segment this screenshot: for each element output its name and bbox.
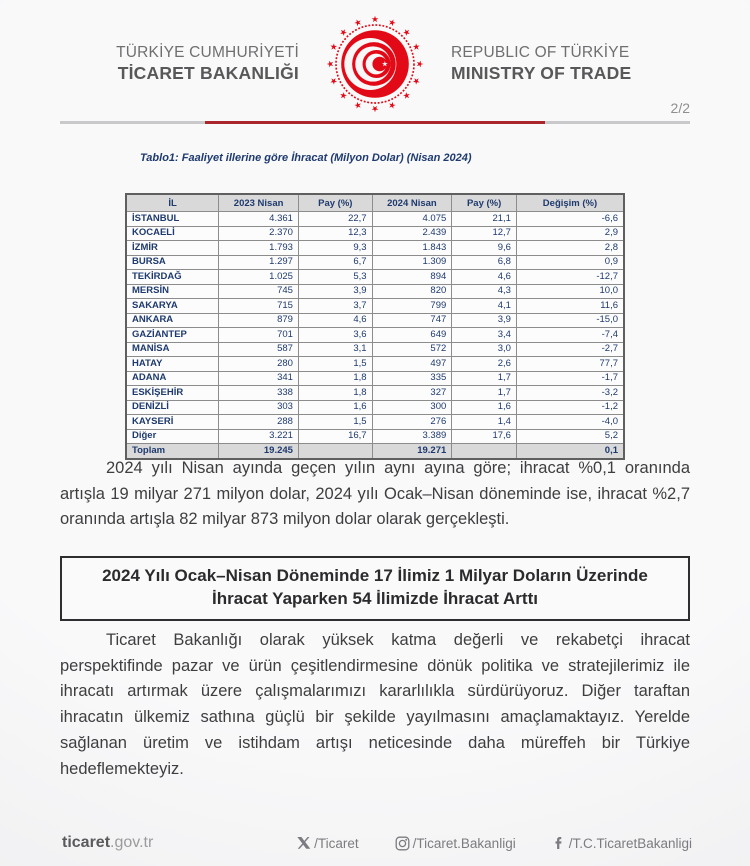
province-cell: ADANA: [126, 371, 219, 386]
table-row: [126, 284, 624, 299]
value-cell: 6,7: [298, 255, 372, 270]
x-link[interactable]: [297, 836, 359, 851]
table-title: Tablo1: Faaliyet illerine göre İhracat (Milyon Dolar) (Nisan 2024): [140, 152, 472, 164]
value-cell: 649: [372, 328, 452, 343]
value-cell: 0,9: [516, 255, 624, 270]
value-cell: 3,9: [298, 284, 372, 299]
value-cell: 1,4: [452, 415, 517, 430]
province-cell: TEKİRDAĞ: [126, 270, 219, 285]
value-cell: 701: [219, 328, 299, 343]
value-cell: 327: [372, 386, 452, 401]
website-link[interactable]: [62, 834, 153, 852]
value-cell: 1,7: [452, 371, 517, 386]
value-cell: 3,9: [452, 313, 517, 328]
value-cell: 799: [372, 299, 452, 314]
province-cell: ESKİŞEHİR: [126, 386, 219, 401]
province-cell: Diğer: [126, 429, 219, 444]
x-icon: [297, 836, 311, 850]
header-en-line1: REPUBLIC OF TÜRKİYE: [451, 44, 630, 61]
column-header: 2023 Nisan: [219, 194, 299, 212]
value-cell: -7,4: [516, 328, 624, 343]
table-row: [126, 313, 624, 328]
column-header: Pay (%): [452, 194, 517, 212]
header: [0, 12, 750, 116]
value-cell: 3.221: [219, 429, 299, 444]
value-cell: -6,6: [516, 212, 624, 227]
value-cell: 1.297: [219, 255, 299, 270]
value-cell: 4.075: [372, 212, 452, 227]
province-cell: GAZİANTEP: [126, 328, 219, 343]
value-cell: 341: [219, 371, 299, 386]
value-cell: 2.439: [372, 226, 452, 241]
value-cell: -12,7: [516, 270, 624, 285]
value-cell: 4,3: [452, 284, 517, 299]
value-cell: 12,7: [452, 226, 517, 241]
brand-bold: ticaret: [62, 834, 111, 851]
header-divider: [60, 121, 690, 124]
value-cell: 1,6: [298, 400, 372, 415]
highlight-heading-box: 2024 Yılı Ocak–Nisan Döneminde 17 İlimiz 1 Milyar Doların Üzerinde İhracat Yaparken 54 İlimizde İhracat Arttı: [60, 556, 690, 621]
value-cell: 1,8: [298, 386, 372, 401]
table-row: [126, 357, 624, 372]
footer: [62, 834, 692, 852]
facebook-link[interactable]: [552, 836, 692, 851]
export-table: [125, 193, 625, 460]
province-cell: MERSİN: [126, 284, 219, 299]
value-cell: 5,3: [298, 270, 372, 285]
value-cell: 17,6: [452, 429, 517, 444]
value-cell: 879: [219, 313, 299, 328]
value-cell: 2,9: [516, 226, 624, 241]
value-cell: 745: [219, 284, 299, 299]
value-cell: -1,7: [516, 371, 624, 386]
value-cell: 1.793: [219, 241, 299, 256]
value-cell: 335: [372, 371, 452, 386]
column-header: Değişim (%): [516, 194, 624, 212]
header-title-turkish: [74, 44, 299, 84]
value-cell: 2,6: [452, 357, 517, 372]
column-header: İL: [126, 194, 219, 212]
divider-red-segment: [205, 121, 545, 124]
value-cell: 0,1: [516, 444, 624, 459]
value-cell: 2,8: [516, 241, 624, 256]
table-row: [126, 241, 624, 256]
value-cell: 2.370: [219, 226, 299, 241]
paragraph-ministry-statement: Ticaret Bakanlığı olarak yüksek katma değerli ve rekabetçi ihracat perspektifinde pazar ve ürün çeşitlendirmesine dönük politika ve stratejilerimiz ile ihracatı artırmak üzere çalışmalarımızı kararlılıkla sürdürüyoruz. Diğer taraftan ihracatın ülkemiz sathına güçlü bir şekilde yayılmasını amaçlamaktayız. Yerelde sağlanan üretim ve istihdam artışı neticesinde daha müreffeh bir Türkiye hedeflemekteyiz.: [60, 631, 690, 778]
value-cell: 3,1: [298, 342, 372, 357]
brand-rest: .gov.tr: [110, 834, 154, 851]
value-cell: 11,6: [516, 299, 624, 314]
value-cell: 4,6: [452, 270, 517, 285]
value-cell: 21,1: [452, 212, 517, 227]
instagram-link[interactable]: [395, 836, 516, 851]
value-cell: 6,8: [452, 255, 517, 270]
table-row: [126, 386, 624, 401]
value-cell: 338: [219, 386, 299, 401]
province-cell: MANİSA: [126, 342, 219, 357]
value-cell: 820: [372, 284, 452, 299]
table-row: [126, 371, 624, 386]
value-cell: 5,2: [516, 429, 624, 444]
province-cell: Toplam: [126, 444, 219, 459]
table-row: [126, 299, 624, 314]
instagram-icon: [395, 836, 410, 851]
table-row: [126, 212, 624, 227]
value-cell: 1,5: [298, 415, 372, 430]
value-cell: 22,7: [298, 212, 372, 227]
value-cell: 19.245: [219, 444, 299, 459]
value-cell: -2,7: [516, 342, 624, 357]
value-cell: 300: [372, 400, 452, 415]
table-row: [126, 328, 624, 343]
value-cell: 3,0: [452, 342, 517, 357]
value-cell: 894: [372, 270, 452, 285]
header-en-line2: MINISTRY OF TRADE: [451, 63, 632, 83]
value-cell: -4,0: [516, 415, 624, 430]
header-tr-line1: TÜRKİYE CUMHURİYETİ: [116, 44, 299, 61]
province-cell: İSTANBUL: [126, 212, 219, 227]
value-cell: 587: [219, 342, 299, 357]
value-cell: 1.025: [219, 270, 299, 285]
table-row: [126, 342, 624, 357]
value-cell: 572: [372, 342, 452, 357]
value-cell: 9,6: [452, 241, 517, 256]
header-tr-line2: TİCARET BAKANLIĞI: [117, 63, 299, 83]
value-cell: -3,2: [516, 386, 624, 401]
column-header: 2024 Nisan: [372, 194, 452, 212]
value-cell: 4,1: [452, 299, 517, 314]
value-cell: 1,6: [452, 400, 517, 415]
province-cell: BURSA: [126, 255, 219, 270]
page-number: 2/2: [670, 100, 690, 116]
value-cell: 3,4: [452, 328, 517, 343]
table-body: [126, 212, 624, 459]
province-cell: KAYSERİ: [126, 415, 219, 430]
value-cell: 3,7: [298, 299, 372, 314]
table-row: [126, 415, 624, 430]
value-cell: 497: [372, 357, 452, 372]
value-cell: 1,8: [298, 371, 372, 386]
instagram-handle: /Ticaret.Bakanligi: [412, 835, 516, 851]
value-cell: 3,6: [298, 328, 372, 343]
province-cell: DENİZLİ: [126, 400, 219, 415]
value-cell: 16,7: [298, 429, 372, 444]
ministry-of-trade-emblem-icon: [323, 12, 427, 116]
province-cell: HATAY: [126, 357, 219, 372]
province-cell: İZMİR: [126, 241, 219, 256]
value-cell: 4,6: [298, 313, 372, 328]
value-cell: 77,7: [516, 357, 624, 372]
value-cell: 715: [219, 299, 299, 314]
table-row: [126, 226, 624, 241]
province-cell: KOCAELİ: [126, 226, 219, 241]
value-cell: 19.271: [372, 444, 452, 459]
table-row: [126, 400, 624, 415]
value-cell: 303: [219, 400, 299, 415]
value-cell: 1.309: [372, 255, 452, 270]
value-cell: 12,3: [298, 226, 372, 241]
province-cell: SAKARYA: [126, 299, 219, 314]
value-cell: -15,0: [516, 313, 624, 328]
table-row: [126, 270, 624, 285]
facebook-handle: /T.C.TicaretBakanligi: [568, 835, 692, 851]
value-cell: -1,2: [516, 400, 624, 415]
table-head-row: [126, 194, 624, 212]
social-links: [297, 836, 692, 851]
value-cell: 1,7: [452, 386, 517, 401]
value-cell: 288: [219, 415, 299, 430]
value-cell: 747: [372, 313, 452, 328]
header-title-english: [451, 44, 676, 84]
x-handle: /Ticaret: [314, 835, 359, 851]
value-cell: 1.843: [372, 241, 452, 256]
facebook-icon: [552, 836, 566, 850]
value-cell: 1,5: [298, 357, 372, 372]
column-header: Pay (%): [298, 194, 372, 212]
paragraph-monthly-export: 2024 yılı Nisan ayında geçen yılın aynı ayına göre; ihracat %0,1 oranında artışla 19 milyar 271 milyon dolar, 2024 yılı Ocak–Nisan döneminde ise, ihracat %2,7 oranında artışla 82 milyar 873 milyon dolar olarak gerçekleşti.: [60, 459, 690, 529]
value-cell: 280: [219, 357, 299, 372]
value-cell: 10,0: [516, 284, 624, 299]
table-row: [126, 255, 624, 270]
province-cell: ANKARA: [126, 313, 219, 328]
value-cell: 3.389: [372, 429, 452, 444]
value-cell: 4.361: [219, 212, 299, 227]
table-row: [126, 429, 624, 444]
value-cell: 276: [372, 415, 452, 430]
value-cell: 9,3: [298, 241, 372, 256]
